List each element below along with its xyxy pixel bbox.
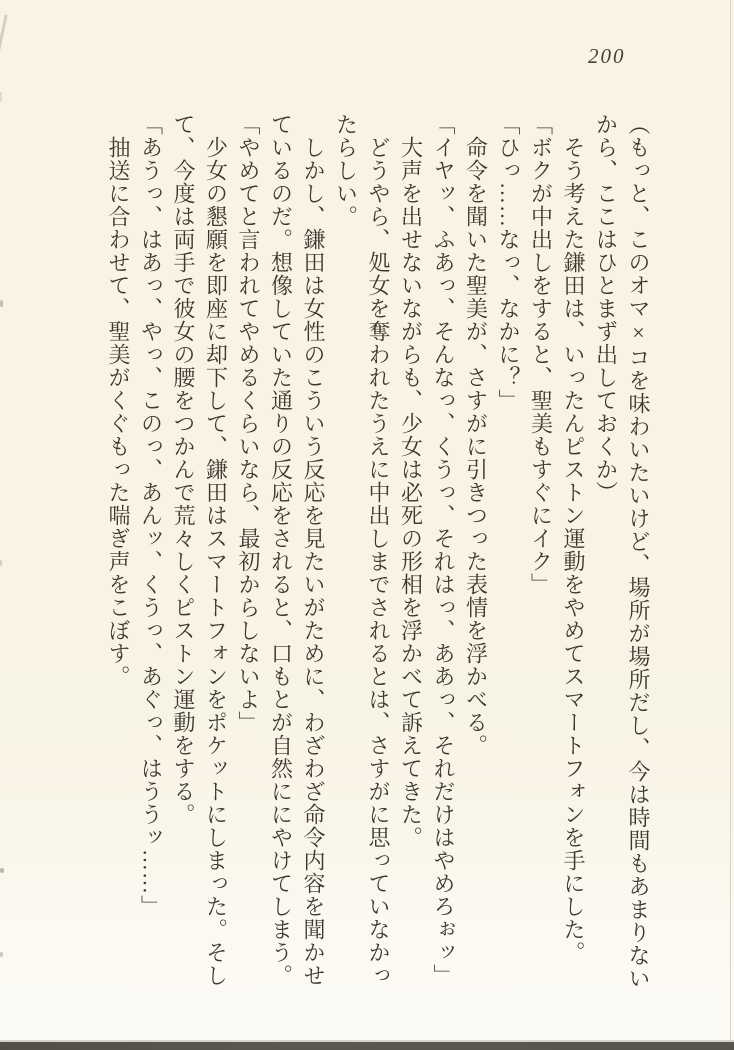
page-number: 200	[588, 44, 626, 68]
page-edge-shadow	[730, 0, 731, 1050]
paragraph: 「ひっ……なっ、なかに？」	[496, 113, 521, 412]
paragraph: 「あうっ、はあっ、やっ、このっ、あんッ、くうっ、あぐっ、はううッ……」	[138, 113, 164, 918]
paragraph: 大声を出せないながらも、少女は必死の形相を浮かべて訴えてきた。	[398, 136, 424, 849]
scan-artifact	[0, 14, 8, 60]
scan-artifact	[0, 952, 3, 957]
paragraph: 「イヤッ、ふあっ、そんなっ、くうっ、それはっ、ああっ、それだけはやめろぉッ」	[431, 113, 456, 987]
paragraph: 「ボクが中出しをすると、聖美もすぐにイク」	[528, 113, 554, 596]
paragraph: そう考えた鎌田は、いったんピストン運動をやめてスマートフォンを手にした。	[561, 136, 586, 964]
paragraph: どうやら、処女を奪われたうえに中出しまでされるとは、さすがに思っていなかったらしい。	[333, 113, 391, 987]
scan-bottom-edge	[0, 1042, 734, 1050]
scan-artifact	[0, 560, 2, 566]
paragraph: （もっと、このオマ×コを味わいたいけど、場所が場所だし、今は時間もあまりないから、ここはひとまず出しておくか）	[593, 113, 651, 990]
paragraph: 少女の懇願を即座に却下して、鎌田はスマートフォンをポケットにしまった。そして、今度は両手で彼女の腰をつかんで荒々しくピストン運動をする。	[171, 113, 229, 987]
paragraph: 命令を聞いた聖美が、さすがに引きつった表情を浮かべる。	[463, 136, 489, 757]
paragraph: 「やめてと言われてやめるくらいなら、最初からしないよ」	[236, 113, 261, 734]
vertical-text-block	[94, 113, 654, 991]
paragraph: しかし、鎌田は女性のこういう反応を見たいがために、わざわざ命令内容を聞かせているのだ。想像していた通りの反応をされると、口もとが自然ににやけてしまう。	[268, 113, 326, 987]
scan-artifact	[0, 92, 2, 102]
scan-artifact	[0, 868, 4, 873]
paragraph: 抽送に合わせて、聖美がくぐもった喘ぎ声をこぼす。	[106, 136, 131, 688]
scan-artifact	[0, 300, 3, 307]
